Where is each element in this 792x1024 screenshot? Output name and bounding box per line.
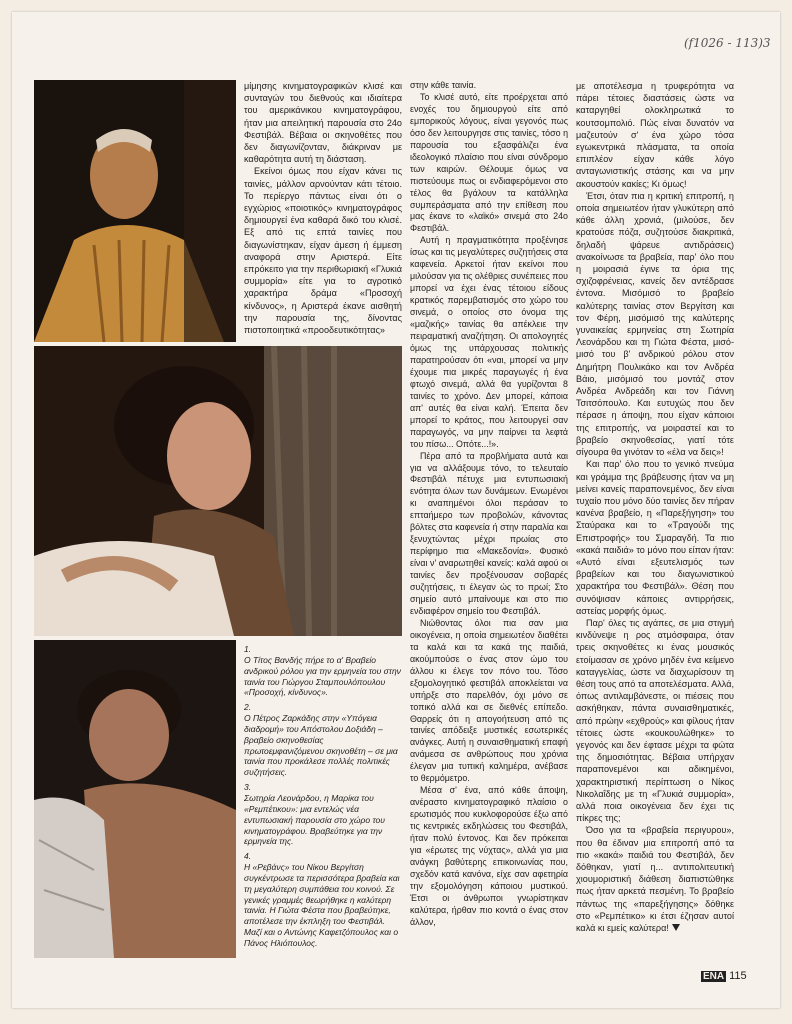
magazine-page: [12, 12, 780, 1008]
end-mark-icon: [672, 924, 680, 931]
photo-young-man-sleeping-art: [34, 640, 236, 958]
paragraph: Νιώθοντας όλοι πια σαν μια οικογένεια, η οποία σημειωτέον διαθέτει τα καλά και τα κακά της παιδιά, ακούμπούσε ο ένας στον ώμο του άλλου κι έλεγε τον πόνο του. Τόσο εξομολογητικό φεστιβάλ αποκλείεται να υπήρξε στο παρελθόν, όχι μόνο σε τοπικό αλλά και σε διεθνές επίπεδο. Θαρρείς ότι η απογοήτευση από τις ταινίες απόδειξε μυστικές εσωτερικές ανάγκες. Αυτή η συναισθηματική επαφή ανάμεσα σε ανθρώπους που χρόνια έλεγαν μια τυπική καλημέρα, ανέβασε το θερμόμετρο.: [410, 617, 568, 784]
photo-titos-vandis-art: [34, 80, 236, 342]
photo-captions: [244, 644, 402, 953]
article-column-1: [244, 80, 402, 344]
photo-titos-vandis: [34, 80, 236, 342]
caption-4: 4. Η «Ρεβάνς» του Νίκου Βεργίτση συγκέντρωσε τα περισσότερα βραβεία και τη μεγαλύτερη συμπάθεια του κοινού. Σε γενικές γραμμές θεωρήθηκε η καλύτερη ταινία. Η Γιώτα Φέστα που βραβεύτηκε, αποτέλεσε την έκπληξη του Φεστιβάλ. Μαζί και ο Αντώνης Καφετζόπουλος και ο Πάνος Ηλιόπουλος.: [244, 851, 400, 948]
article-column-3: [576, 80, 734, 960]
article-column-2: [410, 80, 568, 960]
paragraph: με αποτέλεσμα η τρυφερότητα να πάρει τέτοιες διαστάσεις ώστε να καταργηθεί ολοκληρωτικά το κουτσομπολιό. Πώς είναι δυνατόν να μαζευτούν σ' ένα χώρο τόσα εγωκεντρικά πλάσματα, τα οποία επιπλέον είχαν κάθε λόγο ανταγωνιστικής στάσης και να μην ακουστούν κακίες; Κι όμως!: [576, 81, 734, 189]
caption-3: 3. Σωτηρία Λεονάρδου, η Μαρίκα του «Ρεμπέτικου»: μια εντελώς νέα εντυπωσιακή παρουσία στο χώρο του κινηματογράφου. Βραβεύτηκε για την ερμηνεία της.: [244, 782, 385, 847]
page-folio: [701, 970, 747, 982]
caption-2: 2. Ο Πέτρος Ζαρκάδης στην «Υπόγεια διαδρομή» του Απόστολου Δοξιάδη – βραβείο σκηνοθεσίας πρωτοεμφανιζόμενου σκηνοθέτη – σε μια ταινία που προκάλεσε πολλές πολιτικές συζητήσεις.: [244, 702, 398, 778]
handwritten-note: (f1026 - 113)3: [684, 36, 771, 50]
paragraph: Μέσα σ' ένα, από κάθε άποψη, ανέραστο κινηματογραφικό πλαίσιο ο ερωτισμός που κυκλοφορούσε έξω από τις κεντρικές εκδηλώσεις του Φεστιβάλ, ήταν πολύ έντονος. Και δεν πρόκειται για «έρωτες της νύχτας», αλλά για μια ανάγκη βαθύτερης επικοινωνίας που, σχεδόν κατά κανόνα, είχε σαν αφετηρία την εξομολόγηση κάποιου μυστικού. Έτσι οι άνθρωποι γνωρίστηκαν καλύτερα, ήρθαν πιο κοντά ο ένας στον άλλον,: [410, 785, 568, 927]
paragraph: στην κάθε ταινία.: [410, 80, 477, 90]
paragraph: Έτσι, όταν πια η κριτική επιτροπή, η οποία σημειωτέον ήταν γλυκύτερη από κάθε άλλη χρονιά, (μιλούσε, δεν κρατούσε πόζα, συζητούσε διακριτικά, δηλαδή ψάρευε αντιδράσεις) ανακοίνωσε τα βραβεία, παρ' όλο που η μοιρασιά έγινε τα όρια της σχιζοφρένειας, κανείς δεν αντέδρασε έντονα. Μισόμισό το βραβείο καλύτερης ταινίας στον Βεργίτση και τον Φέρη, μισόμισό της καλύτερης γυναικείας ερμηνείας στη Σωτηρία Λεονάρδου και τη Γιώτα Φέστα, μισό-μισό του β' ανδρικού ρόλου στον Δημήτρη Πουλικάκο και τον Ανδρέα Βάιο, μισόμισό του μοντάζ στον Ανδρέα Ανδρεάδη και τον Γιάννη Τσιτσόπουλο. Και ευτυχώς που δεν πέρασε η άποψη, που είχαν κάποιοι της επιτροπής, να μοιραστεί και το βραβείο σκηνοθεσίας, γιατί τότε σίγουρα θα γινόταν το «έλα να δεις»!: [576, 190, 734, 458]
paragraph: Αυτή η πραγματικότητα προξένησε ίσως και τις μεγαλύτερες συζητήσεις στα καφενεία. Αρκετοί ήταν εκείνοι που μιλούσαν για τις ολέθριες συνέπειες που μπορεί να έχει ένας τέτοιου είδους κρατικός παρεμβατισμός στο χώρο του σινεμά, ο οποίος στο όνομα της «μαζικής» ταινίας θα απέκλειε την πειραματική αναζήτηση. Οι απολογητές όμως της υπάρχουσας πολιτικής παρατηρούσαν ότι «ναι, μπορεί να μην έχουμε πια μικρές παραγωγές ή ένα φτωχό σινεμά, αλλά θα γυρίζονται 8 ταινίες το χρόνο. Δεν μπορεί, κάποια απ' αυτές θα είναι καλή. Έπειτα δεν μπορεί το κράτος, που λειτουργεί σαν παραγωγός, να μην παίρνει τα λεφτά του πίσω... Οπότε...!».: [410, 235, 568, 449]
paragraph: Και παρ' όλο που το γενικό πνεύμα και γράμμα της βράβευσης ήταν να μη μείνει κανείς παραπονεμένος, δεν είναι τυχαίο που μόνο δύο ταινίες δεν πήραν κανένα βραβείο, η «Παρεξήγηση» του Σταύρακα και το «Τραγούδι της Επιστροφής» του Σμαραγδή. Τα πιο «κακά παιδιά» το μόνο που είπαν ήταν: «Αυτό είναι εξευτελισμός των βραβείων και του διαγωνιστικού χαρακτήρα του Φεστιβάλ». Θέση που συνόψισαν κάποιες αντιρρήσεις, αστείας μορφής όμως.: [576, 459, 734, 616]
page-number: 115: [729, 970, 747, 982]
paragraph: Όσο για τα «βραβεία περιγυρου», που θα έδιναν μια επιτροπή από τα πιο «κακά» παιδιά του Φεστιβάλ, δεν δόθηκαν, γιατί η... αντιπολιτευτική χιουμοριστική διάθεση διαπιστώθηκε πως ήταν αρκετά πεσμένη. Το βραβείο πάντως της «παρεξήγησης» δόθηκε στο «Ρεμπέτικο» κι έτσι έζησαν αυτοί καλά κι εμείς καλύτερα!: [576, 825, 734, 934]
paragraph: Παρ' όλες τις αγάπες, σε μια στιγμή κινδύνεψε η ρος ατμόσφαιρα, όταν τρεις σκηνοθέτες κι ένας μουσικός ετοίμασαν σε χρόνο μηδέν ένα κείμενο καταγγελίας, ώστε να διαχωρίσουν τη θέση τους από τα αποτελέσματα. Αλλά, όπως αντιλαμβάνεστε, οι πιέσεις που ασκήθηκαν, πάντα συναισθηματικές, από πρώην «εχθρούς» και φίλους ήταν τέτοιες ώστε «κουκουλώθηκε» το γεγονός και δεν έφτασε μέχρι τα φώτα της δημοσιότητας. Βέβαια υπήρχαν παραπονεμένοι και αδικημένοι, χαρακτηριστική περίπτωση ο Νίκος Νικολαΐδης με τη «Γλυκιά συμμορία», αλλά ποια οικογένεια δεν έχει τις πίκρες της;: [576, 617, 734, 824]
photo-woman-embrace: [34, 346, 402, 636]
paragraph: Το κλισέ αυτό, είτε προέρχεται από ενοχές του δημιουργού είτε από εμπορικούς λόγους, είναι γεγονός πως όσο δεν λειτουργησε στις ταινίες, τόσο η παρουσία του εξασφάλιζει ένα ιδεολογικό πλαίσιο που είναι σύνδρομο των καιρών. Θέλουμε όμως να πιστεύουμε πως οι ενδιαφερόμενοι στο τέλος θα βγάλουν τα κατάλληλα συμπεράσματα από την επίθεση που μας έκανε το «λαϊκό» σινεμά στο 24ο Φεστιβάλ.: [410, 91, 568, 234]
photo-young-man-sleeping: [34, 640, 236, 958]
caption-1: 1. Ο Τίτος Βανδής πήρε το α' Βραβείο ανδρικού ρόλου για την ερμηνεία του στην ταινία του Γιώργου Σταμπουλόπουλου «Προσοχή, κίνδυνος».: [244, 644, 401, 698]
paragraph: Πέρα από τα προβλήματα αυτά και για να αλλάξουμε τόνο, το τελευταίο Φεστιβάλ πέτυχε μια εντυπωσιακή ενότητα όλων των δυνάμεων. Ενωμένοι κι αναπημένοι όλοι περάσαν το επταήμερο των προβολών, κάνοντας βόλτες στα καφενεία ή στην παραλία και ξενυχτώντας μέχρι πρωίας στο περίφημο πια «Μακεδονία». Φυσικό είναι ν' αναρωτηθεί κανείς: καλά αφού οι ταινίες δεν προξένουσαν σοβαρές συζητήσεις, τι έλεγαν ώς το πρωί; Στο σημείο αυτό μπαίνουμε και στο πιο ενδιαφέρον σημείο του Φεστιβάλ.: [410, 450, 568, 616]
photo-woman-embrace-art: [34, 346, 402, 636]
paragraph: Εκείνοι όμως που είχαν κάνει τις ταινίες, μάλλον αρνούνταν κάτι τέτοιο. Το περίεργο πάντως είναι ότι ο εγχώριος «ποιοτικός» κινηματογράφος δημιουργεί ένα καθαρά δικό του κλισέ. Εξ από τις επτά ταινίες που διαγωνίστηκαν, είχαν άμεση ή έμμεση αναφορά στην Αριστερά. Είτε επρόκειτο για την περιθωριακή «Γλυκιά συμμορία» είτε για το αγροτικό χαρακτήρα δράμα «Προσοχή κίνδυνος», η Αριστερά έκανε αισθητή την παρουσία της, δίνοντας πιστοποιητικά «προοδευτικότητας»: [244, 166, 402, 336]
paragraph: μίμησης κινηματογραφικών κλισέ και συνταγών του διεθνούς και ιδιαίτερα του αμερικάνικου κινηματογράφου, ήταν μια απειλητική παρουσία στο 24ο Φεστιβάλ. Βέβαια οι σκηνοθέτες που δεν διαγωνίζονταν, διάκριναν με καθαρότητα αυτή τη διάσταση.: [244, 81, 402, 165]
magazine-logo: ΕΝΑ: [703, 971, 725, 982]
